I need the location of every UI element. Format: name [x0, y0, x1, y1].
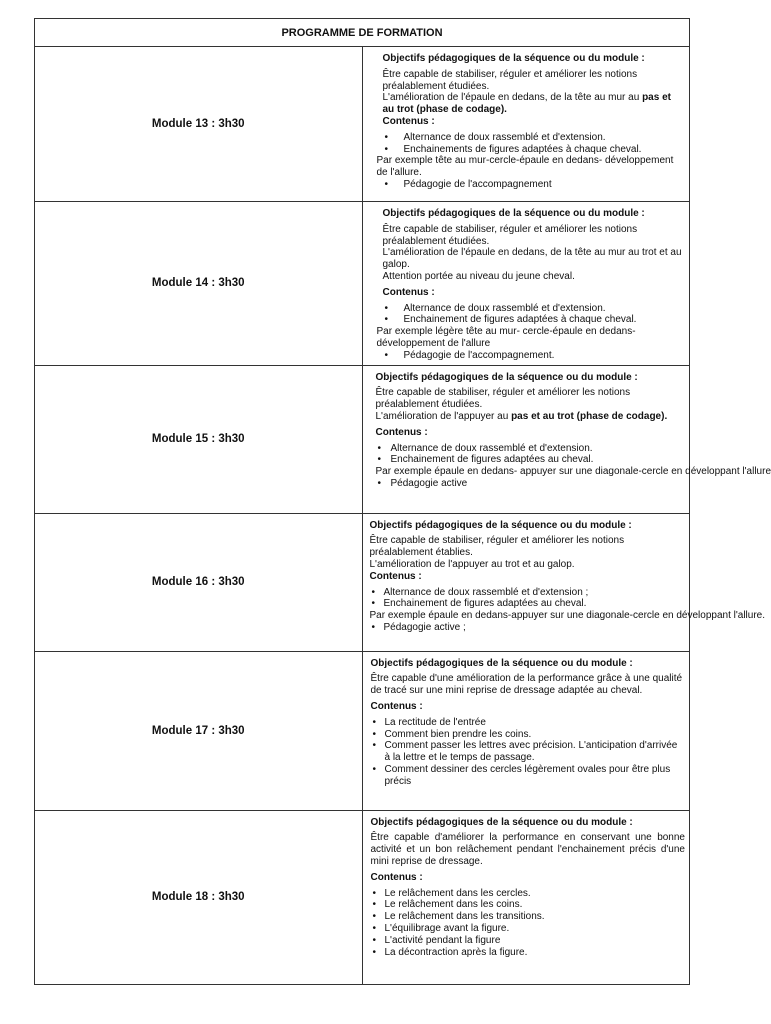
list-item: • Enchainement de figures adaptées au cheval. — [376, 454, 686, 466]
list-item: • Le relâchement dans les transitions. — [371, 911, 686, 923]
objective-text: Être capable d'une amélioration de la performance grâce à une qualité de tracé sur une mini reprise de dressage adaptée au cheval. — [370, 673, 683, 697]
list-item: • Le relâchement dans les cercles. — [371, 888, 686, 900]
objective-text-emphasis: pas et au trot (phase de codage). — [511, 410, 668, 422]
contents-heading: Contenus : — [369, 570, 422, 582]
example-text: Par exemple légère tête au mur- cercle-épaule en dedans-développement de l'allure — [376, 326, 636, 349]
objectives-heading: Objectifs pédagogiques de la séquence ou du module : — [382, 53, 645, 64]
objective-text-part: L'amélioration de l'épaule en dedans, de la tête au mur au — [382, 92, 643, 104]
list-item: • Le relâchement dans les coins. — [371, 899, 686, 911]
module-label-15: Module 15 : 3h30 — [35, 365, 363, 513]
module-row-13 — [35, 47, 690, 202]
list-item: • L'équilibrage avant la figure. — [371, 923, 686, 935]
module-label-14: Module 14 : 3h30 — [35, 202, 363, 366]
contents-list — [370, 622, 686, 634]
module-label-18: Module 18 : 3h30 — [35, 810, 363, 984]
objective-text-part: L'amélioration de l'appuyer au — [375, 410, 512, 422]
objectives-heading: Objectifs pédagogiques de la séquence ou du module : — [370, 657, 633, 669]
contents-list — [376, 478, 686, 490]
list-item: • Alternance de doux rassemblé et d'extension. — [383, 303, 686, 315]
list-item: • Pédagogie de l'accompagnement — [383, 179, 686, 191]
objective-text — [383, 92, 686, 116]
objectives-heading: Objectifs pédagogiques de la séquence ou du module : — [382, 208, 645, 219]
module-label-13: Module 13 : 3h30 — [35, 47, 363, 202]
contents-list — [383, 303, 686, 327]
table-title-row — [35, 19, 690, 47]
objective-text: Être capable de stabiliser, réguler et améliorer les notions préalablement étudiées. — [382, 68, 638, 92]
contents-list — [371, 717, 686, 788]
list-item: • Enchainement de figures adaptées à chaque cheval. — [383, 314, 686, 326]
objectives-heading: Objectifs pédagogiques de la séquence ou du module : — [369, 519, 632, 531]
contents-list — [370, 587, 686, 611]
list-item: • La décontraction après la figure. — [371, 947, 686, 959]
module-content-15 — [362, 365, 771, 513]
table-title: PROGRAMME DE FORMATION — [35, 19, 690, 47]
list-item: • Pédagogie active ; — [370, 622, 686, 634]
list-item: • La rectitude de l'entrée — [371, 717, 686, 729]
module-row-18 — [35, 810, 690, 984]
contents-list — [376, 443, 686, 467]
list-item: • Alternance de doux rassemblé et d'extension ; — [370, 587, 686, 599]
contents-heading: Contenus : — [382, 286, 435, 298]
list-item: • Comment bien prendre les coins. — [371, 729, 686, 741]
list-item: • Comment dessiner des cercles légèrement ovales pour être plus précis — [371, 764, 686, 788]
module-content-14 — [362, 202, 690, 366]
module-row-16 — [35, 513, 690, 651]
module-content-17 — [362, 651, 690, 810]
contents-list — [383, 179, 686, 191]
objective-text-emphasis: pas et au trot (phase de codage). — [382, 92, 671, 116]
module-content-18 — [362, 810, 690, 984]
list-item: • Alternance de doux rassemblé et d'extension. — [383, 132, 686, 144]
module-label-17: Module 17 : 3h30 — [35, 651, 363, 810]
list-item: • Enchainements de figures adaptées à chaque cheval. — [383, 144, 686, 156]
contents-list — [383, 132, 686, 156]
module-row-15 — [35, 365, 690, 513]
objective-text: Être capable d'améliorer la performance en conservant une bonne activité et un bon relâchement pendant l'enchainement précis d'une mini reprise de dressage. — [370, 832, 685, 867]
objective-text: Être capable de stabiliser, réguler et améliorer les notions préalablement étudiées. — [375, 387, 631, 411]
module-label-16: Module 16 : 3h30 — [35, 513, 363, 651]
example-text: Par exemple épaule en dedans- appuyer sur une diagonale-cercle en développant l'allure — [375, 466, 771, 478]
contents-list — [383, 350, 686, 362]
module-row-17 — [35, 651, 690, 810]
objective-text: Être capable de stabiliser, réguler et améliorer les notions préalablement établies. — [369, 535, 625, 559]
contents-heading: Contenus : — [370, 871, 423, 883]
list-item: • Pédagogie de l'accompagnement. — [383, 350, 686, 362]
module-content-16 — [362, 513, 766, 651]
example-text: Par exemple épaule en dedans-appuyer sur une diagonale-cercle en développant l'allure. — [369, 610, 766, 622]
module-content-13 — [362, 47, 690, 202]
objective-text: L'amélioration de l'appuyer au trot et au galop. — [369, 558, 575, 570]
objective-text — [376, 411, 686, 423]
list-item: • Comment passer les lettres avec précision. L'anticipation d'arrivée à la lettre et le temps de passage. — [371, 740, 686, 764]
contents-list — [371, 888, 686, 959]
contents-heading: Contenus : — [382, 115, 435, 127]
list-item: • Enchainement de figures adaptées au cheval. — [370, 598, 686, 610]
list-item: • Pédagogie active — [376, 478, 686, 490]
document-page — [34, 18, 771, 985]
objective-text: Attention portée au niveau du jeune cheval. — [382, 270, 575, 282]
objectives-heading: Objectifs pédagogiques de la séquence ou du module : — [370, 816, 633, 828]
example-text: Par exemple tête au mur-cercle-épaule en dedans- développement de l'allure. — [376, 155, 674, 179]
contents-heading: Contenus : — [370, 700, 423, 712]
list-item: • Alternance de doux rassemblé et d'extension. — [376, 443, 686, 455]
objective-text: Être capable de stabiliser, réguler et améliorer les notions préalablement étudiées. — [382, 223, 638, 247]
list-item: • L'activité pendant la figure — [371, 935, 686, 947]
contents-heading: Contenus : — [375, 426, 428, 438]
objective-text: L'amélioration de l'épaule en dedans, de la tête au mur au trot et au galop. — [382, 247, 682, 271]
module-row-14 — [35, 202, 690, 366]
objectives-heading: Objectifs pédagogiques de la séquence ou du module : — [375, 371, 638, 383]
training-program-table — [34, 18, 771, 985]
